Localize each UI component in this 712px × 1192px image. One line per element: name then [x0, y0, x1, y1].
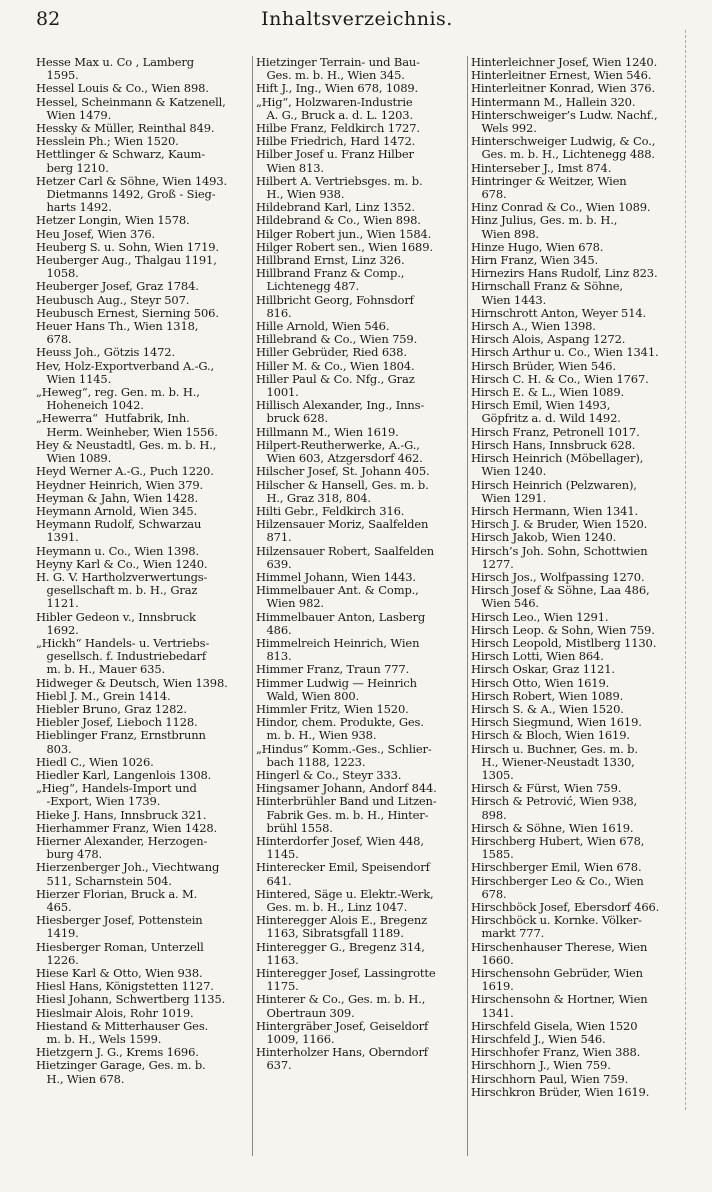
index-entry: Hiesberger Roman, Unterzell — [36, 940, 204, 954]
index-entry: Hiesberger Josef, Pottenstein — [36, 914, 203, 928]
index-entry: Heuberger Josef, Graz 1784. — [36, 280, 199, 294]
index-entry: Hietzinger Garage, Ges. m. b. — [36, 1059, 206, 1073]
index-entry: Hirschberg Hubert, Wien 678, — [471, 834, 645, 848]
index-entry: Hirsch & Fürst, Wien 759. — [471, 782, 622, 796]
index-entry: Hillebrand & Co., Wien 759. — [256, 333, 418, 347]
index-entry: Hilber Josef u. Franz Hilber — [256, 148, 414, 162]
index-entry: Heymann Arnold, Wien 345. — [36, 504, 198, 518]
index-entry: Hintermann M., Hallein 320. — [471, 95, 636, 109]
index-entry: Hirsch Leo., Wien 1291. — [471, 610, 609, 624]
index-entry: Heyman & Jahn, Wien 1428. — [36, 491, 198, 505]
index-entry: Hiebler Josef, Lieboch 1128. — [36, 716, 198, 730]
index-entry: H., Wien 678. — [36, 1072, 125, 1086]
index-entry: Heydner Heinrich, Wien 379. — [36, 478, 204, 492]
index-entry: 1163. — [256, 953, 299, 967]
index-entry: Hirsch Leopold, Mistlberg 1130. — [471, 636, 657, 650]
index-entry: 511, Scharnstein 504. — [36, 874, 172, 888]
index-entry: 486. — [256, 623, 292, 637]
index-entry: Himmler Fritz, Wien 1520. — [256, 702, 409, 716]
index-entry: 1145. — [256, 848, 299, 862]
index-entry: Hierner Alexander, Herzogen- — [36, 834, 208, 848]
index-entry: H., Wien 938. — [256, 188, 345, 202]
index-entry: Hirsch Hans, Innsbruck 628. — [471, 438, 636, 452]
index-entry: markt 777. — [471, 927, 545, 941]
index-entry: Hilzensauer Robert, Saalfelden — [256, 544, 435, 558]
index-entry: Hirschberger Leo & Co., Wien — [471, 874, 644, 888]
index-entry: Hierhammer Franz, Wien 1428. — [36, 821, 218, 835]
index-entry: Hinterseber J., Imst 874. — [471, 161, 612, 175]
index-entry: Hinterholzer Hans, Oberndorf — [256, 1046, 428, 1060]
index-entry: Hirsch Heinrich (Möbellager), — [471, 452, 644, 466]
index-entry: H., Graz 318, 804. — [256, 491, 371, 505]
index-entry: „Hig“, Holzwaren-Industrie — [256, 95, 413, 109]
index-entry: Hintergräber Josef, Geiseldorf — [256, 1019, 429, 1033]
index-entry: 898. — [471, 808, 507, 822]
index-entry: Wien 982. — [256, 597, 324, 611]
index-entry: 871. — [256, 531, 292, 545]
index-entry: „Hickh“ Handels- u. Vertriebs- — [36, 636, 210, 650]
index-entry: Hirsch C. H. & Co., Wien 1767. — [471, 372, 649, 386]
index-entry: Hirsch Alois, Aspang 1272. — [471, 333, 626, 347]
index-entry: Hildebrand Karl, Linz 1352. — [256, 201, 415, 215]
index-entry: Göpfritz a. d. Wild 1492. — [471, 412, 621, 426]
index-entry: Hirsch Siegmund, Wien 1619. — [471, 716, 642, 730]
index-entry: Wien 603, Atzgersdorf 462. — [256, 452, 423, 466]
index-entry: Heu Josef, Wien 376. — [36, 227, 156, 241]
index-entry: Hirsch & Petrović, Wien 938, — [471, 795, 638, 809]
index-entry: Hietzgern J. G., Krems 1696. — [36, 1046, 199, 1060]
index-entry: Fabrik Ges. m. b. H., Hinter- — [256, 808, 429, 822]
index-entry: 1009, 1166. — [256, 1033, 335, 1047]
index-entry: Hillbrand Franz & Comp., — [256, 267, 405, 281]
index-entry: Hiedl C., Wien 1026. — [36, 755, 154, 769]
index-entry: Hirnschall Franz & Söhne, — [471, 280, 623, 294]
index-entry: Hessel, Scheinmann & Katzenell, — [36, 95, 226, 109]
index-entry: Hirsch Jos., Wolfpassing 1270. — [471, 570, 645, 584]
index-entry: Wien 898. — [471, 227, 539, 241]
index-entry: Hilbe Franz, Feldkirch 1727. — [256, 122, 420, 136]
index-entry: 803. — [36, 742, 72, 756]
index-entry: Hoheneich 1042. — [36, 399, 144, 413]
index-entry: Hiller M. & Co., Wien 1804. — [256, 359, 415, 373]
index-entry: Hiesl Hans, Königstetten 1127. — [36, 980, 214, 994]
index-entry: Heubusch Ernest, Sierning 506. — [36, 306, 219, 320]
index-entry: 1585. — [471, 848, 514, 862]
index-entry: brühl 1558. — [256, 821, 333, 835]
index-entry: Hirschhorn Paul, Wien 759. — [471, 1072, 629, 1086]
index-entry: Hessel Louis & Co., Wien 898. — [36, 82, 209, 96]
index-entry: -Export, Wien 1739. — [36, 795, 161, 809]
index-entry: Obertraun 309. — [256, 1006, 355, 1020]
index-entry: Hetzer Carl & Söhne, Wien 1493. — [36, 174, 228, 188]
index-entry: Heyd Werner A.-G., Puch 1220. — [36, 465, 214, 479]
index-entry: Hirsch Jakob, Wien 1240. — [471, 531, 617, 545]
index-entry: H. G. V. Hartholzverwertungs- — [36, 570, 208, 584]
index-entry: Hinterleitner Konrad, Wien 376. — [471, 82, 655, 96]
index-entry: Hiller Paul & Co. Nfg., Graz — [256, 372, 415, 386]
index-entry: Hierzer Florian, Bruck a. M. — [36, 887, 198, 901]
index-entry: berg 1210. — [36, 161, 109, 175]
index-entry: Lichtenegg 487. — [256, 280, 360, 294]
index-entry: Hirn Franz, Wien 345. — [471, 254, 598, 268]
index-entry: Hinterschweiger Ludwig, & Co., — [471, 135, 656, 149]
index-entry: Wien 1145. — [36, 372, 112, 386]
index-entry: Hille Arnold, Wien 546. — [256, 320, 390, 334]
index-entry: Hift J., Ing., Wien 678, 1089. — [256, 82, 419, 96]
index-entry: 1692. — [36, 623, 79, 637]
index-entry: Hieslmair Alois, Rohr 1019. — [36, 1006, 194, 1020]
index-entry: Himmel Johann, Wien 1443. — [256, 570, 416, 584]
index-entry: Hirsch Josef & Söhne, Laa 486, — [471, 584, 650, 598]
index-entry: Hiese Karl & Otto, Wien 938. — [36, 967, 203, 981]
index-entry: Hinteregger Alois E., Bregenz — [256, 914, 428, 928]
page-title: Inhaltsverzeichnis. — [261, 8, 453, 30]
index-entry: harts 1492. — [36, 201, 112, 215]
index-entry: Hiestand & Mitterhauser Ges. — [36, 1019, 209, 1033]
index-entry: Hintringer & Weitzer, Wien — [471, 174, 627, 188]
index-entry: Hinterschweiger’s Ludw. Nachf., — [471, 108, 658, 122]
index-entry: Hirschhofer Franz, Wien 388. — [471, 1046, 641, 1060]
index-entry: Hirsch Franz, Petronell 1017. — [471, 425, 640, 439]
index-entry: Herm. Weinheber, Wien 1556. — [36, 425, 218, 439]
index-entry: Himmelreich Heinrich, Wien — [256, 636, 420, 650]
index-entry: m. b. H., Wels 1599. — [36, 1033, 162, 1047]
index-entry: Hingerl & Co., Steyr 333. — [256, 768, 402, 782]
index-entry: Hinterecker Emil, Speisendorf — [256, 861, 430, 875]
index-entry: Hierzenberger Joh., Viechtwang — [36, 861, 220, 875]
index-entry: Hirsch E. & L., Wien 1089. — [471, 386, 624, 400]
index-entry: 678. — [471, 188, 507, 202]
index-entry: Wald, Wien 800. — [256, 689, 360, 703]
page-number: 82 — [36, 8, 61, 30]
index-entry: Hilbe Friedrich, Hard 1472. — [256, 135, 416, 149]
index-entry: Hillbrand Ernst, Linz 326. — [256, 254, 405, 268]
index-entry: 1341. — [471, 1006, 514, 1020]
index-entry: 639. — [256, 557, 292, 571]
index-entry: Hilscher Josef, St. Johann 405. — [256, 465, 430, 479]
index-entry: Hinterbrühler Band und Litzen- — [256, 795, 437, 809]
index-entry: Hirsch J. & Bruder, Wien 1520. — [471, 518, 648, 532]
index-entry: Hirschensohn Gebrüder, Wien — [471, 967, 643, 981]
index-entry: Ges. m. b. H., Lichtenegg 488. — [471, 148, 655, 162]
index-entry: Ges. m. b. H., Linz 1047. — [256, 901, 408, 914]
index-entry: Hinze Hugo, Wien 678. — [471, 240, 604, 254]
index-entry: Hieke J. Hans, Innsbruck 321. — [36, 808, 207, 822]
index-entry: Hiebl J. M., Grein 1414. — [36, 689, 171, 703]
index-entry: 678. — [36, 333, 72, 347]
index-column-1 — [36, 56, 246, 1156]
index-entry: Hirsch A., Wien 1398. — [471, 320, 596, 334]
index-entry: Hirsch Lotti, Wien 864. — [471, 650, 604, 664]
index-entry: „Hewerra“ Hutfabrik, Inh. — [36, 412, 190, 426]
index-entry: Hetzer Longin, Wien 1578. — [36, 214, 190, 228]
index-entry: „Hindus“ Komm.-Ges., Schlier- — [256, 742, 432, 756]
index-entry: Dietmanns 1492, Groß - Sieg- — [36, 188, 216, 202]
index-entry: 641. — [256, 874, 292, 888]
index-entry: Hirsch Emil, Wien 1493, — [471, 399, 611, 413]
index-entry: Wien 1089. — [36, 452, 112, 466]
index-entry: Hirsch S. & A., Wien 1520. — [471, 702, 624, 716]
index-entry: m. b. H., Wien 938. — [256, 729, 377, 743]
index-entry: Hirnschrott Anton, Weyer 514. — [471, 306, 647, 320]
index-entry: Hilger Robert sen., Wien 1689. — [256, 240, 433, 254]
index-entry: 1619. — [471, 980, 514, 994]
index-entry: Hiedler Karl, Langenlois 1308. — [36, 768, 212, 782]
index-entry: 1058. — [36, 267, 79, 281]
index-entry: 1277. — [471, 557, 514, 571]
index-entry: Hiesl Johann, Schwertberg 1135. — [36, 993, 226, 1007]
index-entry: Hettlinger & Schwarz, Kaum- — [36, 148, 205, 162]
index-entry: Hesse Max u. Co , Lamberg — [36, 56, 194, 69]
index-entry: 813. — [256, 650, 292, 664]
index-entry: Hey & Neustadtl, Ges. m. b. H., — [36, 438, 217, 452]
index-entry: Himmer Franz, Traun 777. — [256, 663, 410, 677]
index-entry: Hesslein Ph.; Wien 1520. — [36, 135, 179, 149]
index-entry: Hilti Gebr., Feldkirch 316. — [256, 504, 405, 518]
index-entry: Heyny Karl & Co., Wien 1240. — [36, 557, 208, 571]
index-entry: 1175. — [256, 980, 299, 994]
index-entry: 1001. — [256, 386, 299, 400]
index-entry: Heymann Rudolf, Schwarzau — [36, 518, 202, 532]
index-entry: Hirsch’s Joh. Sohn, Schottwien — [471, 544, 648, 558]
index-entry: Hirsch Otto, Wien 1619. — [471, 676, 610, 690]
index-entry: Hilzensauer Moriz, Saalfelden — [256, 518, 429, 532]
index-entry: Hietzinger Terrain- und Bau- — [256, 56, 420, 69]
index-entry: Hinterleichner Josef, Wien 1240. — [471, 56, 658, 69]
index-entry: Hilbert A. Vertriebsges. m. b. — [256, 174, 423, 188]
index-entry: Hinteregger G., Bregenz 314, — [256, 940, 425, 954]
index-entry: Hillisch Alexander, Ing., Inns- — [256, 399, 425, 413]
index-entry: gesellsch. f. Industriebedarf — [36, 650, 206, 664]
index-entry: 1121. — [36, 597, 79, 611]
index-entry: A. G., Bruck a. d. L. 1203. — [256, 108, 413, 122]
index-entry: 678. — [471, 887, 507, 901]
index-entry: bach 1188, 1223. — [256, 755, 366, 769]
index-entry: Heuberg S. u. Sohn, Wien 1719. — [36, 240, 219, 254]
index-entry: Heubusch Aug., Steyr 507. — [36, 293, 190, 307]
index-entry: Hirschfeld J., Wien 546. — [471, 1033, 606, 1047]
index-entry: Heuer Hans Th., Wien 1318, — [36, 320, 199, 334]
index-entry: Hinz Conrad & Co., Wien 1089. — [471, 201, 651, 215]
index-entry: Hildebrand & Co., Wien 898. — [256, 214, 421, 228]
index-entry: 637. — [256, 1059, 292, 1073]
index-entry: 1419. — [36, 927, 79, 941]
index-entry: Hirschberger Emil, Wien 678. — [471, 861, 642, 875]
page-header — [36, 6, 678, 36]
index-entry: Hirsch Oskar, Graz 1121. — [471, 663, 615, 677]
index-entry: 1226. — [36, 953, 79, 967]
index-entry: Hieblinger Franz, Ernstbrunn — [36, 729, 206, 743]
index-entry: bruck 628. — [256, 412, 328, 426]
index-entry: 1391. — [36, 531, 79, 545]
index-entry: Hirschfeld Gisela, Wien 1520 — [471, 1019, 638, 1033]
index-entry: Hirschkron Brüder, Wien 1619. — [471, 1085, 650, 1099]
index-entry: Hinterer & Co., Ges. m. b. H., — [256, 993, 426, 1007]
index-entry: 1305. — [471, 768, 514, 782]
index-entry: burg 478. — [36, 848, 103, 862]
index-entry: Hindor, chem. Produkte, Ges. — [256, 716, 424, 730]
index-entry: Hilger Robert jun., Wien 1584. — [256, 227, 432, 241]
index-entry: Himmelbauer Anton, Lasberg — [256, 610, 426, 624]
index-entry: Wien 1240. — [471, 465, 547, 479]
index-entry: Hirschhorn J., Wien 759. — [471, 1059, 611, 1073]
index-entry: Hirschböck u. Kornke. Völker- — [471, 914, 642, 928]
index-entry: Hirsch Leop. & Sohn, Wien 759. — [471, 623, 655, 637]
index-entry: Hev, Holz-Exportverband A.-G., — [36, 359, 215, 373]
index-entry: gesellschaft m. b. H., Graz — [36, 584, 198, 598]
index-entry: Hirsch Brüder, Wien 546. — [471, 359, 616, 373]
index-entry: Hintered, Säge u. Elektr.-Werk, — [256, 887, 434, 901]
index-entry: Wien 1443. — [471, 293, 547, 307]
index-entry: 1660. — [471, 953, 514, 967]
index-entry: Hingsamer Johann, Andorf 844. — [256, 782, 437, 796]
index-entry: Hinterdorfer Josef, Wien 448, — [256, 834, 424, 848]
index-entry: Wien 546. — [471, 597, 539, 611]
index-entry: 465. — [36, 901, 72, 914]
index-entry: Hirsch & Bloch, Wien 1619. — [471, 729, 630, 743]
index-entry: Himmelbauer Ant. & Comp., — [256, 584, 419, 598]
index-entry: Hinteregger Josef, Lassingrotte — [256, 967, 436, 981]
index-entry: Ges. m. b. H., Wien 345. — [256, 69, 405, 83]
index-entry: Hilpert-Reutherwerke, A.-G., — [256, 438, 420, 452]
index-entry: Wien 1291. — [471, 491, 547, 505]
index-entry: Hirsch Robert, Wien 1089. — [471, 689, 624, 703]
index-entry: m. b. H., Mauer 635. — [36, 663, 166, 677]
index-entry: Hinz Julius, Ges. m. b. H., — [471, 214, 618, 228]
index-column-3 — [467, 56, 681, 1156]
index-entry: Hinterleitner Ernest, Wien 546. — [471, 69, 652, 83]
index-entry: Hessky & Müller, Reinthal 849. — [36, 122, 215, 136]
index-entry: Hidweger & Deutsch, Wien 1398. — [36, 676, 228, 690]
index-entry: Wien 1479. — [36, 108, 112, 122]
index-entry: 1595. — [36, 69, 79, 83]
index-entry: „Hieg“, Handels-Import und — [36, 782, 197, 796]
margin-rule — [684, 30, 686, 1110]
index-columns — [36, 56, 678, 1176]
index-entry: Wels 992. — [471, 122, 537, 136]
index-entry: Hirsch Heinrich (Pelzwaren), — [471, 478, 637, 492]
index-entry: Hillbricht Georg, Fohnsdorf — [256, 293, 414, 307]
index-entry: Hirschböck Josef, Ebersdorf 466. — [471, 901, 660, 914]
index-entry: Wien 813. — [256, 161, 324, 175]
index-entry: Hirschenhauser Therese, Wien — [471, 940, 648, 954]
index-entry: Hirsch Hermann, Wien 1341. — [471, 504, 639, 518]
index-entry: Hiller Gebrüder, Ried 638. — [256, 346, 407, 360]
index-entry: Hirnezirs Hans Rudolf, Linz 823. — [471, 267, 658, 281]
index-entry: Hirschensohn & Hortner, Wien — [471, 993, 648, 1007]
index-entry: Heuberger Aug., Thalgau 1191, — [36, 254, 217, 268]
index-entry: 816. — [256, 306, 292, 320]
index-entry: Hirsch u. Buchner, Ges. m. b. — [471, 742, 638, 756]
index-entry: Hirsch & Söhne, Wien 1619. — [471, 821, 634, 835]
index-entry: Hilscher & Hansell, Ges. m. b. — [256, 478, 429, 492]
index-entry: 1163, Sibratsgfall 1189. — [256, 927, 404, 941]
index-entry: Heymann u. Co., Wien 1398. — [36, 544, 199, 558]
index-entry: Himmer Ludwig — Heinrich — [256, 676, 417, 690]
index-entry: „Heweg“, reg. Gen. m. b. H., — [36, 386, 200, 400]
index-entry: Hirsch Arthur u. Co., Wien 1341. — [471, 346, 659, 360]
index-column-2 — [252, 56, 468, 1156]
index-entry: Hiebler Bruno, Graz 1282. — [36, 702, 187, 716]
index-entry: Heuss Joh., Götzis 1472. — [36, 346, 175, 360]
index-entry: H., Wiener-Neustadt 1330, — [471, 755, 635, 769]
index-entry: Hibler Gedeon v., Innsbruck — [36, 610, 196, 624]
index-entry: Hillmann M., Wien 1619. — [256, 425, 399, 439]
